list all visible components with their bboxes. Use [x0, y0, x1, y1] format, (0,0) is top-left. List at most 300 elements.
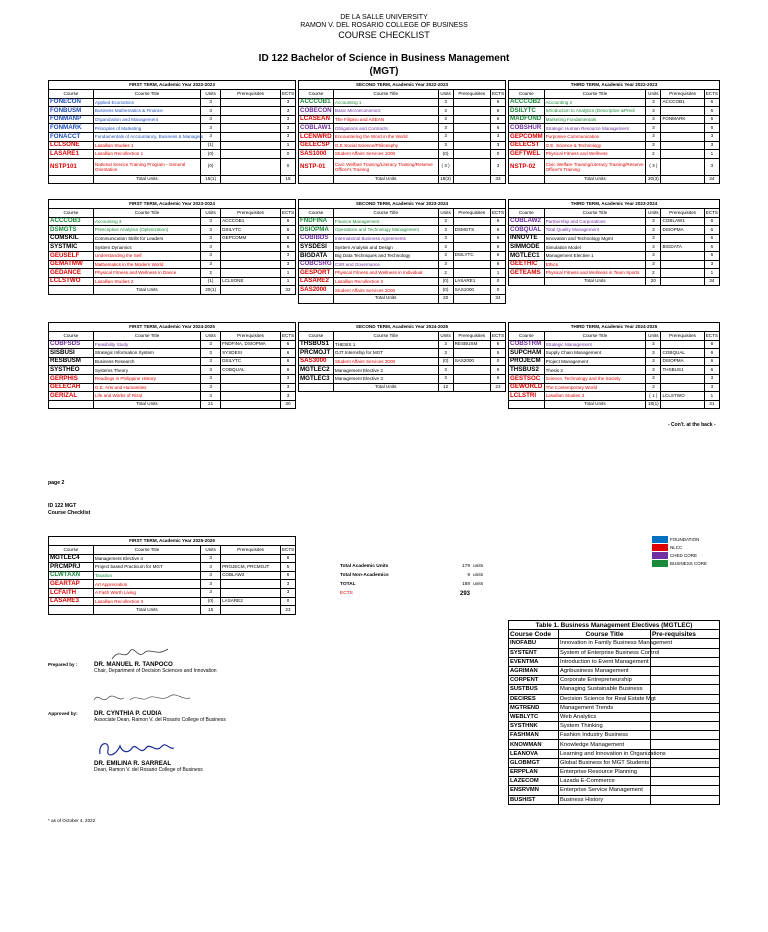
term-table	[508, 322, 720, 409]
course-prereq: RESBUSM	[453, 340, 490, 349]
course-ects: 6	[704, 217, 719, 226]
course-code: GEUSELF	[49, 251, 94, 260]
total-ects-value: 23	[280, 606, 295, 615]
course-title: Organization and Management	[93, 115, 200, 124]
course-units: 3	[438, 226, 453, 235]
course-units: 3	[646, 374, 661, 383]
total-ects-value: 32	[280, 286, 295, 295]
course-units: 3	[646, 243, 661, 252]
approved-by-label: Approved by:	[48, 711, 78, 716]
course-ects: 6	[280, 349, 295, 358]
term-title: FIRST TERM, Academic Year 2024-2025	[49, 323, 296, 332]
elective-prereq	[651, 666, 720, 675]
summary-value: 293	[459, 590, 470, 597]
elective-title: Management Trends	[559, 703, 651, 712]
course-code: SISBUSI	[49, 349, 94, 358]
col-header-units: Units	[646, 90, 661, 99]
elective-code: SYSTENT	[509, 648, 559, 657]
summary-row	[340, 571, 493, 580]
elective-title: Introduction to Event Management	[560, 658, 649, 665]
course-code: FONECON	[49, 98, 94, 107]
col-header-ects: ECTS	[280, 332, 295, 341]
course-code: LCASEAN	[299, 115, 334, 124]
course-title: The Filipino and ASEAN	[333, 115, 438, 124]
term-title: THIRD TERM, Academic Year 2022-2023	[509, 81, 720, 90]
course-ects: 6	[490, 124, 505, 133]
course-row	[509, 150, 720, 159]
course-ects: 3	[280, 392, 295, 401]
col-header-course: Course	[49, 209, 94, 218]
course-ects: 6	[704, 366, 719, 375]
total-units-value: 21	[201, 400, 221, 409]
course-prereq	[453, 217, 490, 226]
total-units-value: 15	[201, 606, 221, 615]
course-title: OJT Internship for MGT	[333, 349, 438, 358]
legend-item	[652, 535, 707, 543]
course-ects: 6	[704, 349, 719, 358]
course-code: DSILYTC	[509, 107, 545, 116]
course-title: Mathematics in the Modern World	[93, 260, 200, 269]
continued-note: - Con't. at the back -	[668, 422, 716, 428]
course-code: LCENWRD	[300, 132, 332, 140]
course-code: ACCCOB3	[49, 217, 94, 226]
course-code: MGTLEC1	[509, 251, 545, 260]
total-units-label: Total Units	[93, 175, 200, 184]
course-ects: 6	[280, 571, 295, 580]
summary-value: 179	[461, 564, 470, 569]
summary-label: Total Academic Units	[340, 564, 389, 569]
course-prereq: DSILYTC	[221, 226, 281, 235]
course-code: LCLSONE	[49, 141, 94, 150]
course-prereq	[661, 158, 704, 175]
term-table	[48, 199, 296, 295]
course-title: THESIS 1	[333, 340, 438, 349]
course-title: Management Elective 3	[333, 374, 438, 383]
total-units-label: Total Units	[544, 175, 646, 184]
course-row	[509, 374, 720, 383]
course-prereq: DSILYTC	[453, 251, 490, 260]
summary-unit: units	[473, 573, 484, 578]
col-header-units: Units	[201, 332, 221, 341]
course-prereq	[221, 158, 281, 175]
course-code: GETEAMS	[509, 269, 545, 278]
col-header-title: Course Title	[333, 90, 438, 99]
course-title: Obligations and Contracts	[333, 124, 438, 133]
course-row	[509, 217, 720, 226]
col-header-units: Units	[201, 90, 221, 99]
course-ects: 1	[704, 150, 719, 159]
course-prereq	[661, 150, 704, 159]
elective-title: Global Business for MGT Students	[560, 759, 650, 766]
course-row	[49, 243, 296, 252]
course-title: Applied Economics	[93, 98, 200, 107]
course-ects: 3	[704, 132, 719, 141]
course-units: 3	[438, 124, 453, 133]
signatory-2-name: DR. CYNTHIA P. CUDIA	[94, 710, 162, 717]
course-title: Physical Fitness and Wellness in Team Sports	[544, 269, 646, 278]
course-ects: 6	[704, 234, 719, 243]
university-name: DE LA SALLE UNIVERSITY	[340, 14, 428, 21]
course-title: Ethics	[544, 260, 646, 269]
course-units: (0)	[201, 158, 221, 175]
course-units: 3	[438, 107, 453, 116]
term-table	[48, 322, 296, 409]
term-title: FIRST TERM, Academic Year 2022-2023	[49, 81, 296, 90]
course-units: 3	[201, 115, 221, 124]
elective-row	[509, 768, 720, 777]
course-units: 3	[438, 366, 453, 375]
course-prereq: LASARE2	[221, 597, 281, 606]
col-header-ects: ECTS	[704, 332, 719, 341]
elective-code: GLOBMGT	[509, 758, 559, 767]
col-header-ects: ECTS	[490, 209, 505, 218]
elective-prereq	[651, 795, 720, 804]
course-units: 3	[646, 234, 661, 243]
course-units: ( 3 )	[438, 158, 453, 175]
course-units: 3	[438, 141, 453, 150]
course-title: International Business Agreements	[333, 234, 438, 243]
elective-code: SYSTHNK	[509, 722, 559, 731]
elective-prereq	[651, 722, 720, 731]
col-header-title: Course Title	[93, 332, 200, 341]
course-title: G.E. Arts and Humanities	[93, 383, 200, 392]
course-row	[509, 107, 720, 116]
course-row	[299, 286, 506, 295]
course-row	[49, 588, 296, 597]
course-units: 3	[646, 124, 661, 133]
term-table	[298, 322, 506, 392]
course-prereq	[661, 234, 704, 243]
course-ects: 6	[280, 340, 295, 349]
course-prereq	[453, 115, 490, 124]
course-prereq: FNDFINA, DSIOPMA	[221, 340, 281, 349]
elective-prereq	[651, 758, 720, 767]
course-ects: 6	[704, 243, 719, 252]
course-ects: 6	[704, 115, 719, 124]
course-code: COBLAW2	[509, 217, 545, 226]
term-title: FIRST TERM, Academic Year 2023-2024	[49, 200, 296, 209]
course-prereq	[221, 554, 281, 563]
elective-prereq	[651, 657, 720, 666]
col-header-title: Course Title	[544, 209, 646, 218]
course-title: Management Elective 1	[544, 251, 646, 260]
course-ects: 3	[280, 260, 295, 269]
course-row	[299, 217, 506, 226]
course-ects: 0	[490, 277, 505, 286]
course-prereq: COBLAW2	[221, 571, 281, 580]
course-code: GESPORT	[299, 269, 334, 278]
elective-row	[509, 758, 720, 767]
elective-title: Decision Science for Real Estate Mgt	[560, 695, 656, 702]
col-header-units: Units	[438, 332, 453, 341]
elective-row	[509, 703, 720, 712]
course-prereq: COBLAW1	[661, 217, 704, 226]
course-ects: 6	[490, 107, 505, 116]
course-code: THSBUS2	[509, 366, 545, 375]
course-code: MGTLEC2	[299, 366, 334, 375]
col-header-ects: ECTS	[490, 90, 505, 99]
course-units: 3	[201, 571, 221, 580]
col-header-title: Course Title	[93, 209, 200, 218]
course-ects: 6	[490, 226, 505, 235]
course-title: Physical Fitness and Wellness	[544, 150, 646, 159]
course-code: COBFSDS	[49, 340, 94, 349]
col-header-units: Units	[201, 209, 221, 218]
elective-code: INOFABU	[509, 639, 559, 648]
course-prereq: LCLSTWO	[661, 392, 704, 401]
col-header-ects: ECTS	[490, 332, 505, 341]
course-ects: 5	[490, 349, 505, 358]
signatory-1-name: DR. MANUEL R. TANPOCO	[94, 661, 173, 668]
course-code: SAS2000	[299, 286, 334, 295]
course-units: 3	[646, 141, 661, 150]
col-header-title: Course Title	[544, 90, 646, 99]
course-units: 3	[646, 226, 661, 235]
course-ects: 3	[280, 115, 295, 124]
course-prereq: SAS2000	[453, 357, 490, 366]
course-ects: 3	[704, 141, 719, 150]
summary-unit: units	[473, 564, 484, 569]
course-ects: 6	[490, 340, 505, 349]
course-title: Civic Welfare Training/Literacy Training/Reserve Officer's Training	[544, 158, 646, 175]
course-row	[509, 357, 720, 366]
course-row	[509, 269, 720, 278]
course-code: SIMMODE	[509, 243, 545, 252]
course-title: Business Research	[93, 357, 200, 366]
elective-prereq	[651, 648, 720, 657]
summary-row	[340, 562, 493, 571]
term-title: THIRD TERM, Academic Year 2023-2024	[509, 200, 720, 209]
course-title: Understanding the Self	[93, 251, 200, 260]
course-units: 3	[201, 107, 221, 116]
course-code: COBSHUR	[509, 124, 545, 133]
course-code: FNDFINA	[299, 217, 334, 226]
total-units-value: 12	[438, 383, 453, 392]
course-title: Prescriptive Analytics (Optimization)	[93, 226, 200, 235]
course-code: COBIBDS	[299, 234, 334, 243]
course-row	[509, 226, 720, 235]
course-ects: 3	[704, 374, 719, 383]
elective-code: ENSRVMN	[509, 786, 559, 795]
course-units: 3	[438, 115, 453, 124]
term-table	[298, 80, 506, 184]
course-ects: 1	[280, 277, 295, 286]
course-title: Strategic Management	[544, 340, 646, 349]
course-row	[49, 132, 296, 141]
course-row	[299, 226, 506, 235]
course-title: Big Data Techniques and Technology	[333, 251, 438, 260]
term-table	[508, 80, 720, 184]
course-units: 3	[201, 349, 221, 358]
course-units: 3	[201, 243, 221, 252]
total-units-value: 20(3)	[646, 175, 661, 184]
course-ects: 3	[490, 132, 505, 141]
course-prereq	[453, 243, 490, 252]
course-row	[509, 251, 720, 260]
legend-label: CHED CORE	[670, 552, 698, 558]
course-ects: 6	[704, 251, 719, 260]
course-ects: 6	[490, 234, 505, 243]
course-row	[509, 124, 720, 133]
course-prereq: FONMARK	[661, 115, 704, 124]
course-title: Encountering the Word in the World	[333, 132, 438, 141]
course-row	[299, 132, 506, 141]
course-row	[49, 554, 296, 563]
course-row	[49, 150, 296, 159]
total-units-label: Total Units	[333, 294, 438, 303]
course-ects: 6	[490, 217, 505, 226]
course-code: COBQUAL	[509, 226, 545, 235]
course-units: 3	[438, 217, 453, 226]
course-title: Life and Works of Rizal	[93, 392, 200, 401]
course-units: 3	[201, 340, 221, 349]
course-units: 3	[646, 107, 661, 116]
summary-value: 9	[467, 573, 470, 578]
course-title: Student Affairs Services 1000	[333, 150, 438, 159]
term-table	[508, 199, 720, 286]
course-units: 3	[201, 251, 221, 260]
course-units: 3	[201, 563, 221, 572]
course-code: LASARE2	[299, 277, 334, 286]
legend-label: BUSINESS CORE	[670, 560, 708, 566]
course-code: LCFAITH	[49, 588, 94, 597]
course-units: (0)	[438, 357, 453, 366]
course-prereq	[661, 383, 704, 392]
course-ects: 6	[490, 260, 505, 269]
course-ects: 6	[704, 340, 719, 349]
elective-title: Knowledge Management	[559, 740, 651, 749]
course-code: GEMATMW	[49, 260, 94, 269]
course-prereq	[453, 260, 490, 269]
elective-prereq	[651, 694, 720, 703]
page-label: page 2	[48, 480, 65, 486]
elective-code: DECIRES	[509, 694, 559, 703]
course-ects: 3	[490, 158, 505, 175]
course-prereq	[453, 234, 490, 243]
col-header-ects: ECTS	[704, 209, 719, 218]
col-header-course: Course	[299, 209, 334, 218]
course-ects: 0	[490, 357, 505, 366]
course-units: 3	[438, 251, 453, 260]
course-row	[509, 98, 720, 107]
course-row	[49, 563, 296, 572]
col-header-course: Course	[299, 332, 334, 341]
course-code: DSIOPMA	[299, 226, 334, 235]
signatory-3	[94, 760, 203, 773]
col-header-prereq: Prerequisites	[221, 209, 281, 218]
col-header-title: Course Title	[93, 90, 200, 99]
page2-program: ID 122 MGT	[48, 503, 77, 509]
course-row	[49, 349, 296, 358]
color-legend	[652, 535, 707, 567]
col-header-prereq: Prerequisites	[453, 332, 490, 341]
course-prereq	[453, 374, 490, 383]
course-title: Physical Fitness and Wellness in Dance	[93, 269, 200, 278]
elective-code: EVENTMA	[509, 657, 559, 666]
course-units: 2	[438, 269, 453, 278]
course-prereq	[453, 349, 490, 358]
course-row	[299, 357, 506, 366]
course-units: (0)	[438, 150, 453, 159]
total-ects-value: 30	[280, 400, 295, 409]
course-code: GELECSP	[299, 141, 334, 150]
course-code: ACCCOB1	[299, 98, 334, 107]
course-prereq: LASARE1	[453, 277, 490, 286]
col-header-units: Units	[438, 209, 453, 218]
course-units: 3	[646, 217, 661, 226]
course-units: 3	[438, 374, 453, 383]
course-prereq	[221, 251, 281, 260]
course-row	[49, 217, 296, 226]
course-row	[509, 234, 720, 243]
summary-row	[340, 580, 493, 589]
course-code: GERIZAL	[49, 392, 94, 401]
course-row	[49, 260, 296, 269]
course-ects: 3	[280, 580, 295, 589]
elective-prereq	[651, 703, 720, 712]
course-row	[299, 150, 506, 159]
course-prereq: THSBUS1	[661, 366, 704, 375]
total-units-value: 15(1)	[201, 175, 221, 184]
course-row	[49, 374, 296, 383]
course-ects: 3	[704, 260, 719, 269]
elective-row	[509, 749, 720, 758]
course-row	[49, 366, 296, 375]
course-row	[49, 158, 296, 175]
course-title: Operations and Technology Management	[333, 226, 438, 235]
course-ects: 0	[280, 597, 295, 606]
course-ects: 6	[280, 366, 295, 375]
course-ects: 3	[280, 98, 295, 107]
course-row	[509, 392, 720, 401]
col-header-title: Course Title	[333, 209, 438, 218]
course-code: FONBUSM	[49, 107, 94, 116]
course-code: COMSKIL	[49, 234, 94, 243]
course-ects: 5	[280, 563, 295, 572]
elective-title: Innovation in Family Business Management	[560, 640, 673, 647]
term-title: FIRST TERM, Academic Year 2025-2026	[49, 537, 296, 546]
course-units: 3	[646, 132, 661, 141]
total-units-value: 20(1)	[201, 286, 221, 295]
signature-3-image	[96, 738, 176, 762]
col-header-course: Course	[509, 209, 545, 218]
course-title: System Dynamics	[93, 243, 200, 252]
course-row	[509, 115, 720, 124]
course-title: Supply Chain Management	[544, 349, 646, 358]
course-title: CSR and Governance	[333, 260, 438, 269]
course-units: 2	[646, 269, 661, 278]
signatory-2-role: Associate Dean, Ramon V. del Rosario College of Business	[94, 717, 226, 723]
course-title: Accounting 3	[93, 217, 200, 226]
course-prereq	[221, 107, 281, 116]
course-code: COBCSRG	[300, 260, 332, 268]
legend-label: NLCC	[670, 544, 683, 550]
course-prereq: ACCCOB1	[221, 217, 281, 226]
course-units: 3	[646, 349, 661, 358]
col-header-prereq: Prerequisites	[661, 209, 704, 218]
col-header-course: Course	[509, 332, 545, 341]
course-code: BIGDATA	[299, 251, 334, 260]
elective-code: AGRIMAN	[509, 666, 559, 675]
course-units: 3	[438, 132, 453, 141]
course-code: GEFTWEL	[509, 150, 545, 159]
legend-swatch	[652, 544, 668, 551]
signatory-3-name: DR. EMILINA R. SARREAL	[94, 760, 172, 767]
course-code: PRCMPRJ	[49, 563, 94, 572]
course-prereq	[661, 141, 704, 150]
page2-doc: Course Checklist	[48, 510, 91, 516]
course-row	[299, 269, 506, 278]
